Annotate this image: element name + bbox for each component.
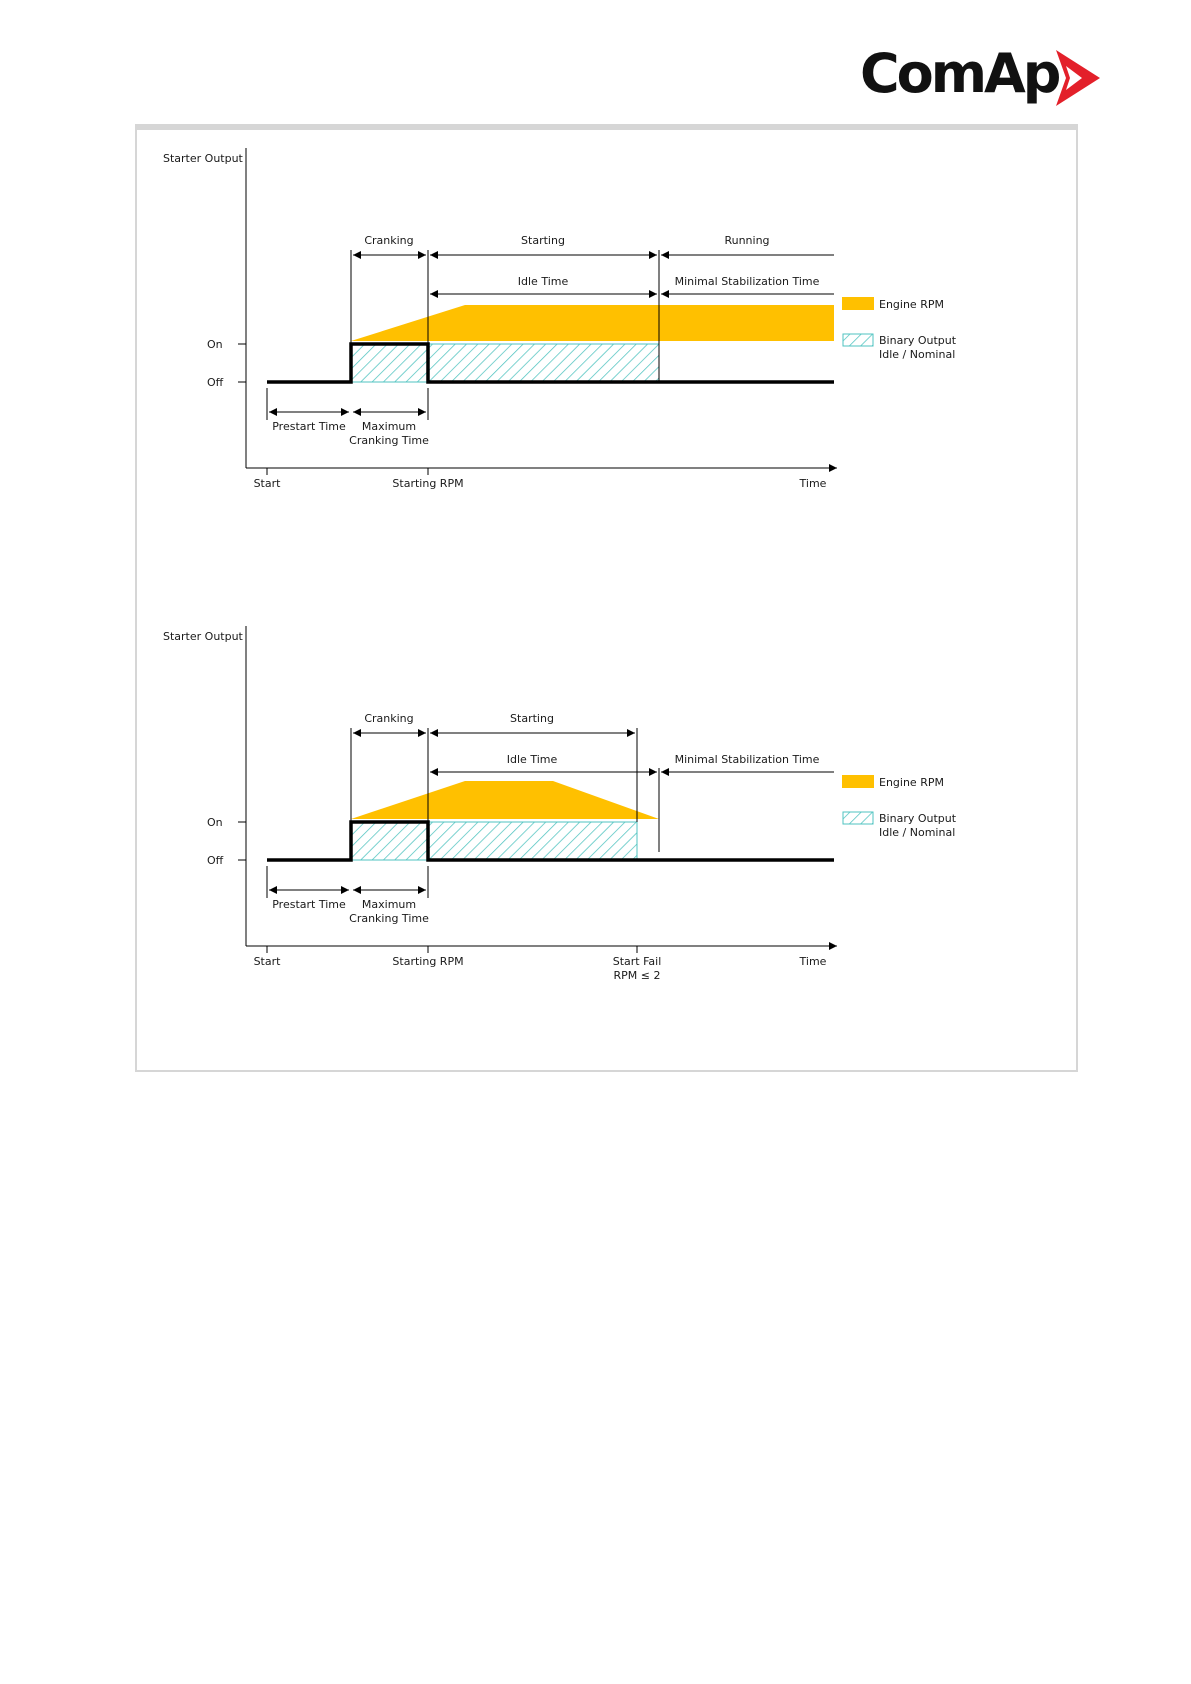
x-label-starting-rpm: Starting RPM <box>392 477 464 490</box>
idle-time-label: Idle Time <box>506 753 558 766</box>
binary-output-area <box>351 344 659 382</box>
max-crank-label-1: Maximum <box>361 898 417 911</box>
label-on: On <box>207 816 223 829</box>
legend-binary-label-1: Binary Output <box>879 334 957 347</box>
min-stab-label: Minimal Stabilization Time <box>674 275 820 288</box>
legend-rpm-label: Engine RPM <box>879 298 944 311</box>
phase-cranking: Cranking <box>364 234 414 247</box>
phase-starting: Starting <box>521 234 565 247</box>
prestart-label: Prestart Time <box>272 898 346 911</box>
y-axis-title: Starter Output <box>163 630 243 643</box>
label-on: On <box>207 338 223 351</box>
legend-binary-swatch <box>843 334 873 346</box>
phase-running: Running <box>724 234 770 247</box>
x-label-start: Start <box>253 955 281 968</box>
legend-binary-label-2: Idle / Nominal <box>879 348 956 361</box>
comap-logo <box>860 40 1100 110</box>
legend-binary-label-2: Idle / Nominal <box>879 826 956 839</box>
legend-rpm-swatch <box>842 775 874 788</box>
x-label-time: Time <box>799 955 827 968</box>
engine-rpm-area <box>351 781 659 819</box>
logo-arrow-icon <box>1056 50 1100 106</box>
x-label-start-fail-1: Start Fail <box>612 955 662 968</box>
logo-text: ComAp <box>860 42 1059 105</box>
prestart-label: Prestart Time <box>272 420 346 433</box>
x-label-time: Time <box>799 477 827 490</box>
diagram-frame <box>135 124 1078 1072</box>
diagram-1 <box>163 148 957 490</box>
x-label-starting-rpm: Starting RPM <box>392 955 464 968</box>
legend-rpm-swatch <box>842 297 874 310</box>
diagram-2 <box>163 626 957 982</box>
x-label-start-fail-2: RPM ≤ 2 <box>613 969 661 982</box>
legend-rpm-label: Engine RPM <box>879 776 944 789</box>
max-crank-label-2: Cranking Time <box>349 434 429 447</box>
legend-binary-label-1: Binary Output <box>879 812 957 825</box>
idle-time-label: Idle Time <box>517 275 569 288</box>
phase-starting: Starting <box>510 712 554 725</box>
binary-output-area <box>351 822 637 860</box>
engine-rpm-area <box>351 305 834 341</box>
max-crank-label-2: Cranking Time <box>349 912 429 925</box>
label-off: Off <box>207 854 224 867</box>
max-crank-label-1: Maximum <box>361 420 417 433</box>
x-label-start: Start <box>253 477 281 490</box>
min-stab-label: Minimal Stabilization Time <box>674 753 820 766</box>
diagrams-svg <box>137 130 1076 1070</box>
label-off: Off <box>207 376 224 389</box>
legend-binary-swatch <box>843 812 873 824</box>
phase-cranking: Cranking <box>364 712 414 725</box>
y-axis-title: Starter Output <box>163 152 243 165</box>
